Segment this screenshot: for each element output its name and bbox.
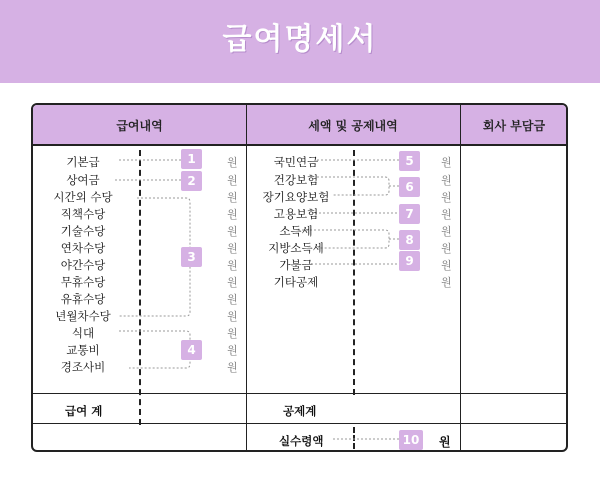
pay-header: 급여내역 (116, 119, 163, 133)
badge-7: 7 (399, 204, 420, 224)
unit-label: 원 (441, 225, 452, 238)
unit-label: 원 (227, 225, 238, 238)
unit-label: 원 (227, 174, 238, 187)
unit-label: 원 (441, 276, 452, 289)
pay-item-monthly-leave: 년월차수당 (55, 309, 111, 323)
deduction-total-label: 공제계 (283, 404, 317, 418)
title-banner (0, 0, 600, 83)
unit-label: 원 (441, 174, 452, 187)
badge-4: 4 (181, 340, 202, 360)
unit-label: 원 (227, 344, 238, 357)
pay-item-position: 직책수당 (60, 207, 106, 221)
deduction-item-income-tax: 소득세 (279, 224, 313, 238)
pay-item-skill: 기술수당 (60, 224, 106, 238)
badge-9: 9 (399, 251, 420, 271)
deduction-item-pension: 국민연금 (273, 155, 319, 169)
deduction-item-employment: 고용보험 (273, 207, 319, 221)
net-pay-label: 실수령액 (279, 434, 324, 448)
deduction-item-other: 기타공제 (273, 275, 319, 289)
unit-label: 원 (227, 276, 238, 289)
payslip-table (31, 103, 568, 452)
deduction-item-ltc: 장기요양보험 (262, 190, 330, 204)
deduction-item-advance: 가불금 (279, 258, 313, 272)
unit-label: 원 (227, 361, 238, 374)
unit-label: 원 (227, 293, 238, 306)
pay-item-bonus: 상여금 (66, 173, 100, 187)
pay-item-annual: 연차수당 (60, 241, 106, 255)
unit-label: 원 (227, 242, 238, 255)
unit-label: 원 (227, 208, 238, 221)
unit-label: 원 (227, 310, 238, 323)
pay-total-label: 급여 계 (65, 404, 103, 418)
badge-2: 2 (181, 171, 202, 191)
unit-label: 원 (227, 259, 238, 272)
net-pay-unit: 원 (439, 435, 451, 449)
unit-label: 원 (227, 156, 238, 169)
badge-5: 5 (399, 151, 420, 171)
pay-item-paidhol: 유휴수당 (60, 292, 106, 306)
badge-1: 1 (181, 149, 202, 169)
unit-label: 원 (227, 327, 238, 340)
badge-3: 3 (181, 247, 202, 267)
unit-label: 원 (441, 208, 452, 221)
deduction-header: 세액 및 공제내역 (308, 119, 398, 133)
pay-item-meal: 식대 (71, 326, 95, 340)
badge-10: 10 (399, 430, 423, 450)
page-title: 급여명세서 (222, 22, 378, 57)
pay-item-base: 기본급 (66, 155, 100, 169)
badge-6: 6 (399, 177, 420, 197)
pay-item-night: 야간수당 (60, 258, 106, 272)
deduction-item-local-tax: 지방소득세 (268, 241, 324, 255)
pay-item-transport: 교통비 (66, 343, 100, 357)
badge-8: 8 (399, 230, 420, 250)
deduction-item-health: 건강보험 (273, 173, 319, 187)
pay-item-family-event: 경조사비 (60, 360, 106, 374)
pay-item-overtime: 시간외 수당 (53, 190, 113, 204)
unit-label: 원 (441, 259, 452, 272)
company-header: 회사 부담금 (482, 119, 546, 133)
unit-label: 원 (441, 242, 452, 255)
unit-label: 원 (227, 191, 238, 204)
unit-label: 원 (441, 191, 452, 204)
pay-item-nohol: 무휴수당 (60, 275, 106, 289)
unit-label: 원 (441, 156, 452, 169)
